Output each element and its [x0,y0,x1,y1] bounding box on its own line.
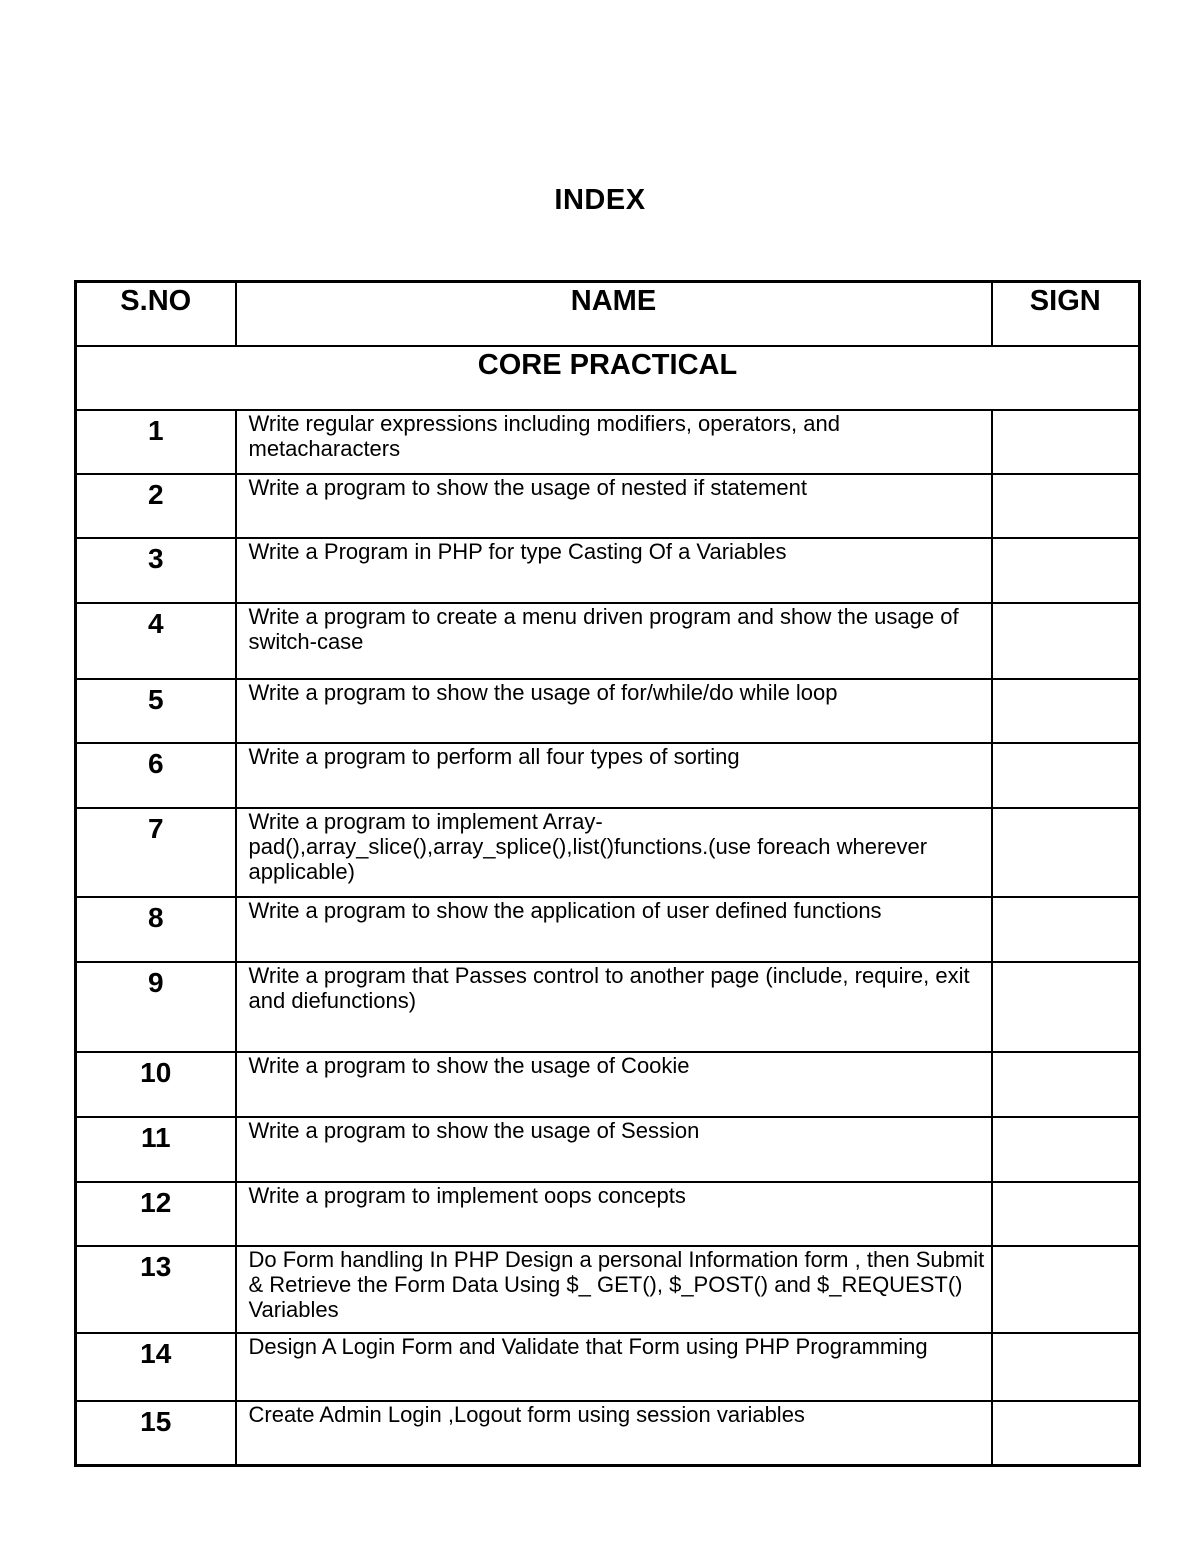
row-name: Write a program to implement Array-pad(),array_slice(),array_splice(),list()functions.(use foreach wherever applicable) [236,808,992,897]
row-sign[interactable] [992,1117,1140,1182]
table-row [76,603,1140,679]
index-table [74,280,1141,1467]
table-row [76,1117,1140,1182]
table-row [76,474,1140,538]
row-sign[interactable] [992,538,1140,603]
row-sno: 8 [76,897,236,962]
row-name: Write a program that Passes control to another page (include, require, exit and diefunctions) [236,962,992,1052]
section-title: CORE PRACTICAL [76,346,1140,410]
table-row [76,808,1140,897]
row-name: Write a program to implement oops concepts [236,1182,992,1246]
row-sign[interactable] [992,962,1140,1052]
table-row [76,1401,1140,1465]
row-name: Write a program to show the usage of for/while/do while loop [236,679,992,743]
row-sno: 11 [76,1117,236,1182]
table-row [76,1052,1140,1117]
row-sign[interactable] [992,603,1140,679]
column-header-sno: S.NO [76,282,236,347]
table-row [76,410,1140,474]
page-title: INDEX [554,184,646,216]
column-header-name: NAME [236,282,992,347]
row-name: Write regular expressions including modifiers, operators, and metacharacters [236,410,992,474]
row-sno: 10 [76,1052,236,1117]
row-sno: 9 [76,962,236,1052]
row-name: Write a program to perform all four types of sorting [236,743,992,808]
table-row [76,1333,1140,1401]
row-name: Write a Program in PHP for type Casting Of a Variables [236,538,992,603]
row-sign[interactable] [992,1401,1140,1465]
table-row [76,897,1140,962]
row-name: Do Form handling In PHP Design a personal Information form , then Submit & Retrieve the Form Data Using $_ GET(), $_POST() and $_REQUEST() Variables [236,1246,992,1333]
row-sign[interactable] [992,1052,1140,1117]
table-row [76,1246,1140,1333]
table-row [76,962,1140,1052]
table-row [76,1182,1140,1246]
row-sno: 12 [76,1182,236,1246]
row-sno: 5 [76,679,236,743]
row-sno: 4 [76,603,236,679]
table-body [76,410,1140,1465]
row-sno: 2 [76,474,236,538]
column-header-sign: SIGN [992,282,1140,347]
row-name: Write a program to show the usage of nested if statement [236,474,992,538]
row-sno: 13 [76,1246,236,1333]
row-sign[interactable] [992,897,1140,962]
table-row [76,538,1140,603]
table-row [76,743,1140,808]
row-name: Write a program to show the usage of Session [236,1117,992,1182]
row-name: Create Admin Login ,Logout form using session variables [236,1401,992,1465]
row-sign[interactable] [992,808,1140,897]
row-sign[interactable] [992,743,1140,808]
row-sno: 3 [76,538,236,603]
row-name: Write a program to create a menu driven program and show the usage of switch-case [236,603,992,679]
row-sign[interactable] [992,1333,1140,1401]
row-sno: 15 [76,1401,236,1465]
row-name: Design A Login Form and Validate that Form using PHP Programming [236,1333,992,1401]
row-sno: 14 [76,1333,236,1401]
row-sno: 6 [76,743,236,808]
table-row [76,679,1140,743]
row-sign[interactable] [992,1182,1140,1246]
section-row [76,346,1140,410]
row-name: Write a program to show the usage of Cookie [236,1052,992,1117]
row-sign[interactable] [992,474,1140,538]
row-sign[interactable] [992,410,1140,474]
table-header-row [76,282,1140,347]
row-sign[interactable] [992,679,1140,743]
row-sno: 7 [76,808,236,897]
row-sno: 1 [76,410,236,474]
row-name: Write a program to show the application of user defined functions [236,897,992,962]
row-sign[interactable] [992,1246,1140,1333]
